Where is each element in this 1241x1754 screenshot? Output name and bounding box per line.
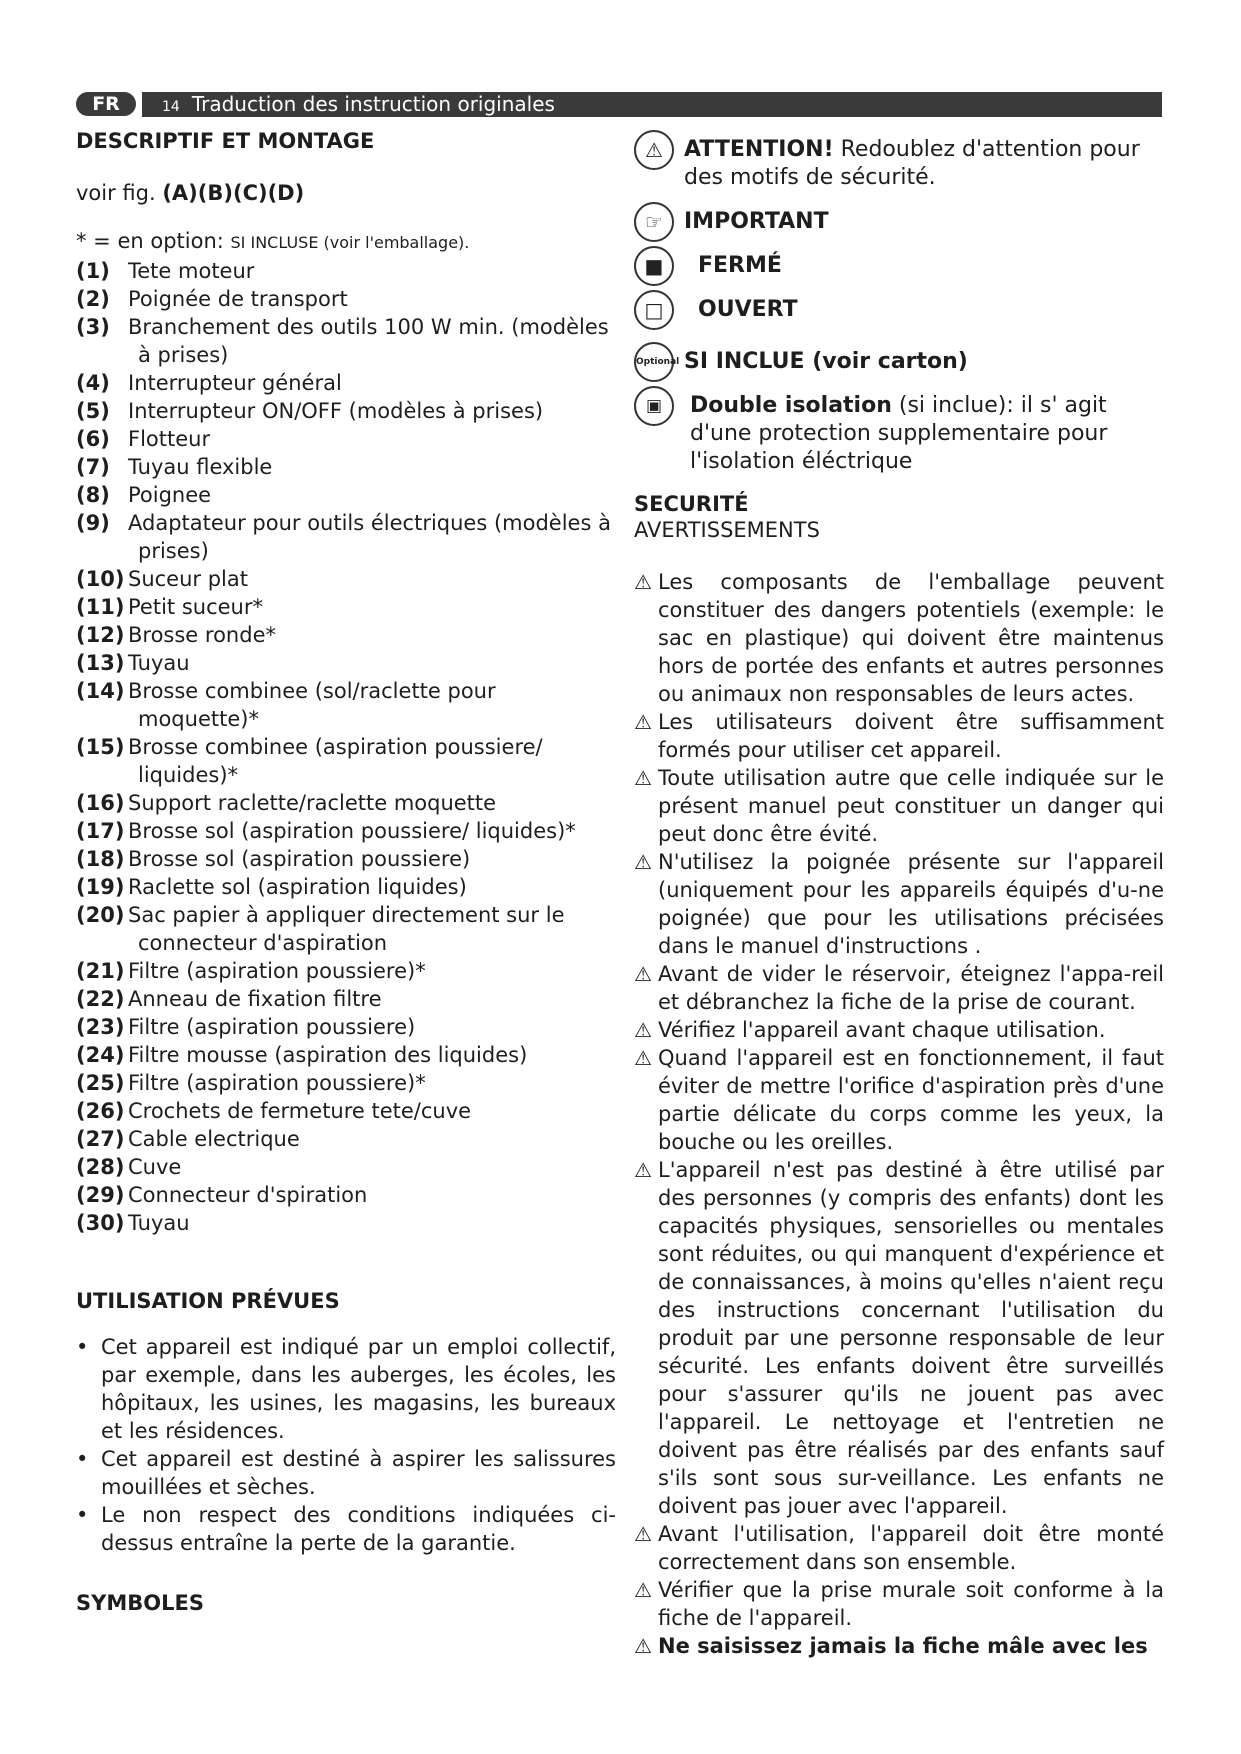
warning-text: Les composants de l'emballage peuvent constituer des dangers potentiels (exemple: le sac en plastique) qui doivent être maintenus hors de portée des enfants et autres personnes ou animaux non responsables de leurs actes. [658,570,1164,706]
item-number: (7) [76,455,110,479]
list-item [76,1153,616,1181]
item-number: (28) [76,1155,125,1179]
warning-triangle-icon: ⚠ [634,1046,652,1070]
language-badge: FR [76,92,136,116]
item-number: (12) [76,623,125,647]
item-text: Raclette sol (aspiration liquides) [128,875,467,899]
securite-title: SECURITÉ [634,492,749,516]
list-item [76,257,616,285]
list-item [76,397,616,425]
list-item [76,621,616,649]
item-text: Brosse ronde* [128,623,276,647]
list-item [76,481,616,509]
header-title: Traduction des instruction originales [191,92,555,116]
warning-item [634,1520,1164,1576]
lock-closed-icon: ■ [634,246,674,286]
item-number: (18) [76,847,125,871]
item-number: (11) [76,595,125,619]
list-item [76,425,616,453]
lock-open-icon: □ [634,290,674,330]
option-prefix: * = en option: [76,229,231,253]
item-number: (9) [76,511,110,535]
item-number: (21) [76,959,125,983]
symbol-optional [634,348,1164,376]
warning-item [634,764,1164,848]
symboles-title: SYMBOLES [76,1591,204,1615]
symbol-ferme [634,252,1164,280]
list-item [76,369,616,397]
warning-item [634,1044,1164,1156]
item-number: (29) [76,1183,125,1207]
warning-triangle-icon: ⚠ [634,850,652,874]
warning-item [634,848,1164,960]
attention-text: Redoublez d'attention pour des motifs de sécurité. [684,137,1140,190]
bullet-item: • Cet appareil est indiqué par un emploi collectif, par exemple, dans les auberges, les écoles, les hôpitaux, les usines, les magasins, les bureaux et les résidences. [76,1333,616,1445]
warning-text: Vérifiez l'appareil avant chaque utilisation. [658,1018,1106,1042]
warning-text: Toute utilisation autre que celle indiquée sur le présent manuel peut constituer un danger qui peut donc être évité. [658,766,1164,846]
warning-item [634,1156,1164,1520]
fig-reference [76,179,616,207]
item-text: Filtre mousse (aspiration des liquides) [128,1043,528,1067]
warning-text: Avant l'utilisation, l'appareil doit être monté correctement dans son ensemble. [658,1522,1164,1574]
item-number: (16) [76,791,125,815]
item-number: (5) [76,399,110,423]
item-number: (27) [76,1127,125,1151]
list-item [76,873,616,901]
utilisation-title: UTILISATION PRÉVUES [76,1289,340,1313]
item-number: (17) [76,819,125,843]
list-item [76,845,616,873]
item-text: Cable electrique [128,1127,300,1151]
header-bar [142,92,1162,117]
item-text: Branchement des outils 100 W min. (modèles à prises) [128,315,609,367]
option-text: SI INCLUSE (voir l'emballage). [230,233,470,252]
warning-item [634,1016,1164,1044]
item-number: (20) [76,903,125,927]
item-text: Brosse sol (aspiration poussiere/ liquides)* [128,819,576,843]
list-item [76,313,616,369]
item-text: Tuyau flexible [128,455,273,479]
warning-triangle-icon: ⚠ [634,1522,652,1546]
item-text: Brosse sol (aspiration poussiere) [128,847,471,871]
warning-item [634,1576,1164,1632]
symbol-important [634,208,1164,236]
double-square-icon: ▣ [634,386,674,426]
list-item [76,453,616,481]
item-text: Interrupteur général [128,371,342,395]
list-item [76,1209,616,1237]
item-text: Adaptateur pour outils électriques (modèles à prises) [128,511,611,563]
warning-text: Les utilisateurs doivent être suffisamment formés pour utiliser cet appareil. [658,710,1164,762]
item-number: (3) [76,315,110,339]
item-text: Suceur plat [128,567,248,591]
important-label: IMPORTANT [684,209,829,234]
warning-triangle-icon: ⚠ [634,1578,652,1602]
list-item [76,1069,616,1097]
item-text: Flotteur [128,427,211,451]
option-note [76,227,616,257]
list-item [76,1181,616,1209]
item-text: Support raclette/raclette moquette [128,791,497,815]
list-item [76,285,616,313]
list-item [76,985,616,1013]
warning-triangle-icon: ⚠ [634,1634,652,1658]
list-item [76,957,616,985]
si-incluse-label: SI INCLUE (voir carton) [684,349,968,374]
list-item [76,1097,616,1125]
warning-item [634,568,1164,708]
item-number: (6) [76,427,110,451]
item-number: (22) [76,987,125,1011]
warning-text: Avant de vider le réservoir, éteignez l'appa-reil et débranchez la fiche de la prise de courant. [658,962,1164,1014]
fig-prefix: voir fig. [76,181,163,205]
list-item [76,789,616,817]
item-number: (13) [76,651,125,675]
item-text: Crochets de fermeture tete/cuve [128,1099,472,1123]
page-number: 14 [162,99,180,115]
item-number: (4) [76,371,110,395]
item-number: (8) [76,483,110,507]
descriptif-title: DESCRIPTIF ET MONTAGE [76,129,375,153]
item-text: Poignée de transport [128,287,348,311]
item-number: (19) [76,875,125,899]
symbol-double-isolation [634,392,1164,476]
parts-list [76,257,616,1237]
item-text: Filtre (aspiration poussiere) [128,1015,416,1039]
item-text: Petit suceur* [128,595,263,619]
ferme-label: FERMÉ [698,253,782,278]
item-number: (30) [76,1211,125,1235]
list-item [76,565,616,593]
left-column [76,129,616,1615]
symbol-ouvert [634,296,1164,324]
item-text: Sac papier à appliquer directement sur le connecteur d'aspiration [128,903,565,955]
list-item [76,1125,616,1153]
item-number: (14) [76,679,125,703]
list-item [76,649,616,677]
list-item [76,901,616,957]
securite-subtitle: AVERTISSEMENTS [634,518,820,542]
warning-triangle-icon: ⚠ [634,962,652,986]
bullet-item: • Cet appareil est destiné à aspirer les salissures mouillées et sèches. [76,1445,616,1501]
warning-text: L'appareil n'est pas destiné à être utilisé par des personnes (y compris des enfants) dont les capacités physiques, sensorielles ou mentales sont réduites, ou qui manquent d'expérience et de connaissances, à moins qu'elles n'aient reçu des instructions concernant l'utilisation du produit par une personne responsable de leur sécurité. Les enfants doivent être surveillés pour s'assurer qu'ils ne jouent pas avec l'appareil. Le nettoyage et l'entretien ne doivent pas être réalisés par des enfants sauf s'ils sont sous sur-veillance. Les enfants ne doivent pas jouer avec l'appareil. [658,1158,1164,1518]
warning-triangle-icon: ⚠ [634,766,652,790]
bullet-item: • Le non respect des conditions indiquées ci-dessus entraîne la perte de la garantie. [76,1501,616,1557]
right-column [634,136,1164,1660]
item-text: Anneau de fixation filtre [128,987,382,1011]
warning-last-text: Ne saisissez jamais la fiche mâle avec les [658,1634,1148,1658]
item-number: (25) [76,1071,125,1095]
warning-item [634,708,1164,764]
item-number: (26) [76,1099,125,1123]
fig-refs: (A)(B)(C)(D) [162,181,305,205]
page-header [76,92,1162,118]
item-text: Tuyau [128,1211,190,1235]
item-text: Connecteur d'spiration [128,1183,368,1207]
list-item [76,1013,616,1041]
item-text: Cuve [128,1155,182,1179]
item-number: (1) [76,259,110,283]
warning-triangle-icon: ⚠ [634,130,674,170]
warning-triangle-icon: ⚠ [634,1018,652,1042]
warning-text: N'utilisez la poignée présente sur l'appareil (uniquement pour les appareils équipés d'u-ne poignée) que pour les utilisations précisées dans le manuel d'instructions . [658,850,1164,958]
list-item [76,817,616,845]
optional-icon: Optional [634,342,674,382]
item-number: (23) [76,1015,125,1039]
item-text: Filtre (aspiration poussiere)* [128,1071,426,1095]
double-label: Double isolation [690,393,892,418]
ouvert-label: OUVERT [698,297,798,322]
warning-text: Quand l'appareil est en fonctionnement, il faut éviter de mettre l'orifice d'aspiration près d'une partie délicate du corps comme les yeux, la bouche ou les oreilles. [658,1046,1164,1154]
warning-triangle-icon: ⚠ [634,1158,652,1182]
double-text: (si inclue): il s' agit d'une protection supplementaire pour l'isolation éléctrique [690,393,1108,474]
item-text: Filtre (aspiration poussiere)* [128,959,426,983]
warning-item [634,960,1164,1016]
list-item [76,677,616,733]
pointing-hand-icon: ☞ [634,202,674,242]
utilisation-list [76,1333,616,1557]
list-item [76,1041,616,1069]
item-text: Brosse combinee (aspiration poussiere/ liquides)* [128,735,543,787]
list-item [76,733,616,789]
item-number: (24) [76,1043,125,1067]
item-text: Interrupteur ON/OFF (modèles à prises) [128,399,544,423]
item-text: Tuyau [128,651,190,675]
symbol-attention [634,136,1164,192]
list-item [76,509,616,565]
item-number: (15) [76,735,125,759]
item-text: Poignee [128,483,212,507]
warning-triangle-icon: ⚠ [634,570,652,594]
warning-last [634,1632,1164,1660]
item-number: (2) [76,287,110,311]
warnings-list [634,568,1164,1632]
item-text: Tete moteur [128,259,255,283]
attention-label: ATTENTION! [684,137,834,162]
warning-triangle-icon: ⚠ [634,710,652,734]
warning-text: Vérifier que la prise murale soit conforme à la fiche de l'appareil. [658,1578,1164,1630]
item-number: (10) [76,567,125,591]
list-item [76,593,616,621]
item-text: Brosse combinee (sol/raclette pour moquette)* [128,679,496,731]
